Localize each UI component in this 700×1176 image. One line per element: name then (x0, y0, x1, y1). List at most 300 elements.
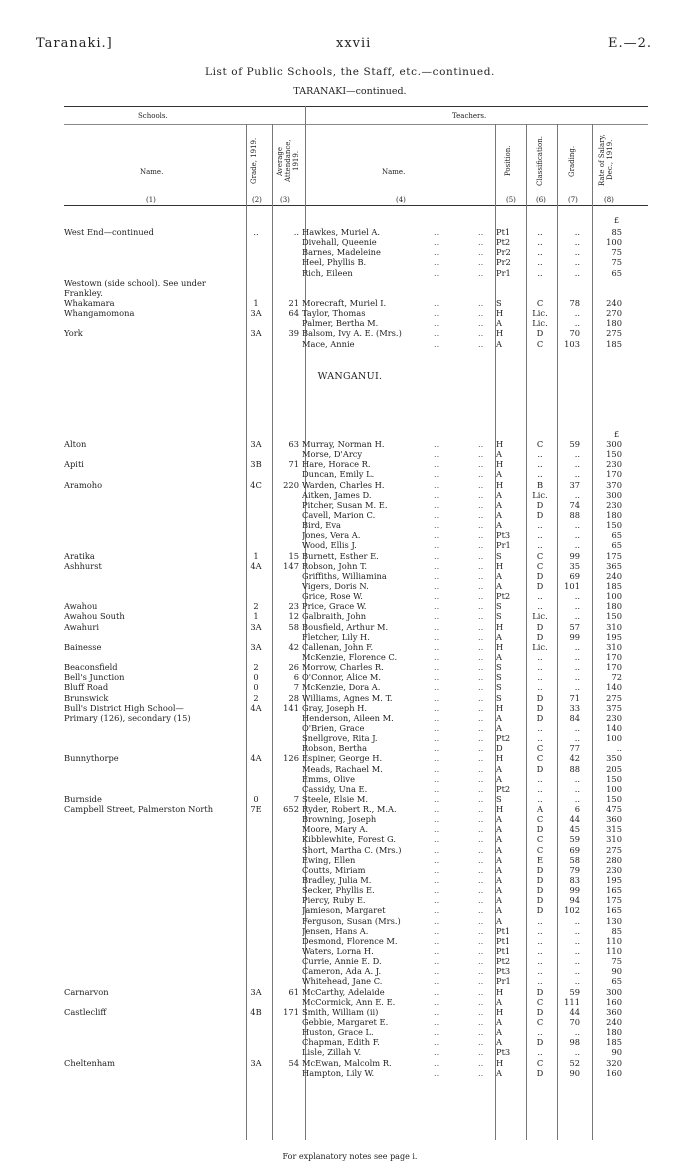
position: Pr1 (496, 267, 511, 278)
table-row (64, 895, 648, 905)
leader-dots: .. (478, 621, 484, 632)
classification: C (536, 1057, 544, 1068)
leader-dots: .. (478, 469, 484, 480)
teacher-name: Balsom, Ivy A. E. (Mrs.) (302, 328, 402, 339)
leader-dots: .. (478, 976, 484, 987)
classification: Lic. (532, 308, 548, 319)
col-num-7: (7) (568, 196, 578, 204)
page-title: List of Public Schools, the Staff, etc.—continued. (205, 66, 495, 78)
leader-dots: .. (478, 935, 484, 946)
teacher-name: Gray, Joseph H. (302, 702, 368, 713)
leader-dots: .. (434, 712, 440, 723)
position: H (496, 479, 504, 490)
grading: .. (574, 672, 580, 683)
leader-dots: .. (434, 338, 440, 349)
grading: .. (574, 956, 580, 967)
salary: 65 (611, 540, 622, 551)
teacher-name: Heel, Phyllis B. (302, 257, 367, 268)
table-row (64, 571, 648, 581)
classification: .. (537, 459, 543, 470)
grade: 7E (250, 804, 262, 815)
table-row (64, 824, 648, 834)
leader-dots: .. (478, 1027, 484, 1038)
teacher-name: O'Brien, Grace (302, 722, 365, 733)
position: A (496, 338, 502, 349)
grading: .. (574, 489, 580, 500)
table-row (64, 622, 648, 632)
school-name: Aramoho (64, 479, 103, 490)
grading: .. (574, 733, 580, 744)
table-row (64, 764, 648, 774)
leader-dots: .. (478, 570, 484, 581)
leader-dots: .. (434, 267, 440, 278)
classification: .. (537, 469, 543, 480)
grading: .. (574, 935, 580, 946)
classification: D (536, 824, 544, 835)
leader-dots: .. (434, 520, 440, 531)
grade: 2 (253, 662, 259, 673)
grading: .. (574, 966, 580, 977)
col-position: Position. (504, 145, 512, 177)
salary: 370 (606, 479, 622, 490)
grade: 4A (250, 702, 262, 713)
table-row (64, 227, 648, 237)
attendance: 126 (283, 753, 299, 764)
salary: .. (616, 743, 622, 754)
leader-dots: .. (434, 1057, 440, 1068)
teacher-name: Gebbie, Margaret E. (302, 1017, 389, 1028)
table-row (64, 298, 648, 308)
leader-dots: .. (478, 591, 484, 602)
classification: .. (537, 733, 543, 744)
position: A (496, 318, 502, 329)
currency-symbol-2: £ (614, 430, 620, 439)
grade: 4A (250, 560, 262, 571)
classification: .. (537, 925, 543, 936)
table-row (64, 247, 648, 257)
position: H (496, 1057, 504, 1068)
position: A (496, 875, 502, 886)
col-grade: Grade, 1919. (250, 137, 258, 185)
table-row (64, 642, 648, 652)
classification: .. (537, 793, 543, 804)
salary: 75 (611, 247, 622, 258)
table-row (64, 591, 648, 601)
table-row (64, 1058, 648, 1068)
classification: .. (537, 915, 543, 926)
leader-dots: .. (478, 895, 484, 906)
salary: 110 (606, 946, 622, 957)
leader-dots: .. (478, 580, 484, 591)
salary: 130 (606, 915, 622, 926)
leader-dots: .. (478, 499, 484, 510)
table-row (64, 682, 648, 692)
leader-dots: .. (434, 804, 440, 815)
table-row (64, 956, 648, 966)
teacher-name: Espiner, George H. (302, 753, 383, 764)
salary: 140 (606, 682, 622, 693)
leader-dots: .. (434, 733, 440, 744)
grading: 57 (569, 621, 580, 632)
col-num-8: (8) (604, 196, 614, 204)
position: H (496, 560, 504, 571)
table-row (64, 652, 648, 662)
position: A (496, 1027, 502, 1038)
table-row (64, 268, 648, 278)
salary: 475 (606, 804, 622, 815)
salary: 350 (606, 753, 622, 764)
leader-dots: .. (478, 996, 484, 1007)
salary: 230 (606, 499, 622, 510)
school-name: Awahou (64, 601, 98, 612)
grading: .. (574, 682, 580, 693)
classification: D (536, 1006, 544, 1017)
group-teachers: Teachers. (452, 112, 487, 120)
leader-dots: .. (478, 509, 484, 520)
position: Pr1 (496, 976, 511, 987)
salary: 100 (606, 237, 622, 248)
leader-dots: .. (478, 885, 484, 896)
grading: .. (574, 601, 580, 612)
leader-dots: .. (434, 550, 440, 561)
teacher-name: Duncan, Emily L. (302, 469, 375, 480)
leader-dots: .. (434, 591, 440, 602)
teacher-name: Piercy, Ruby E. (302, 895, 366, 906)
classification: Lic. (532, 318, 548, 329)
position: Pt1 (496, 227, 511, 237)
attendance: 652 (283, 804, 299, 815)
teacher-name: McEwan, Malcolm R. (302, 1057, 392, 1068)
grading: .. (574, 257, 580, 268)
table-row (64, 814, 648, 824)
leader-dots: .. (478, 662, 484, 673)
classification: .. (537, 247, 543, 258)
teacher-name: Moore, Mary A. (302, 824, 368, 835)
grading: 69 (569, 570, 580, 581)
position: A (496, 509, 502, 520)
teacher-name: Fletcher, Lily H. (302, 631, 370, 642)
teacher-name: Robson, John T. (302, 560, 368, 571)
salary: 320 (606, 1057, 622, 1068)
classification: D (536, 580, 544, 591)
classification: D (536, 905, 544, 916)
teacher-name: Coutts, Miriam (302, 864, 366, 875)
table-row (64, 339, 648, 349)
leader-dots: .. (478, 651, 484, 662)
leader-dots: .. (434, 783, 440, 794)
position: A (496, 895, 502, 906)
classification: .. (537, 601, 543, 612)
table-row (64, 449, 648, 459)
leader-dots: .. (478, 814, 484, 825)
salary: 300 (606, 489, 622, 500)
grading: 98 (569, 1037, 580, 1048)
position: A (496, 854, 502, 865)
school-name: Ashhurst (64, 560, 102, 571)
teacher-name: Lisle, Zillah V. (302, 1047, 362, 1058)
classification: C (536, 743, 544, 754)
leader-dots: .. (478, 449, 484, 460)
teacher-name: Whitehead, Jane C. (302, 976, 383, 987)
salary: 65 (611, 267, 622, 278)
leader-dots: .. (478, 692, 484, 703)
table-row (64, 905, 648, 915)
table-row (64, 885, 648, 895)
leader-dots: .. (434, 793, 440, 804)
salary: 375 (606, 702, 622, 713)
school-name: Castlecliff (64, 1006, 107, 1017)
salary: 280 (606, 854, 622, 865)
school-name: Bainesse (64, 641, 102, 652)
table-row (64, 551, 648, 561)
grading: .. (574, 773, 580, 784)
table-row (64, 1017, 648, 1027)
position: A (496, 824, 502, 835)
grading: 44 (569, 1006, 580, 1017)
table-row (64, 520, 648, 530)
table-row (64, 237, 648, 247)
teacher-name: Hampton, Lily W. (302, 1067, 375, 1078)
leader-dots: .. (478, 763, 484, 774)
salary: 175 (606, 895, 622, 906)
salary: 150 (606, 449, 622, 460)
leader-dots: .. (478, 1037, 484, 1048)
attendance: 63 (288, 439, 299, 449)
position: A (496, 773, 502, 784)
leader-dots: .. (478, 986, 484, 997)
position: H (496, 439, 504, 449)
leader-dots: .. (434, 1047, 440, 1058)
classification: .. (537, 227, 543, 237)
classification: .. (537, 722, 543, 733)
teacher-name: Desmond, Florence M. (302, 935, 398, 946)
table-row (64, 926, 648, 936)
classification: .. (537, 682, 543, 693)
grading: 102 (564, 905, 580, 916)
position: A (496, 499, 502, 510)
leader-dots: .. (434, 459, 440, 470)
grade: 3A (250, 328, 262, 339)
grade: 0 (253, 793, 259, 804)
classification: Lic. (532, 641, 548, 652)
leader-dots: .. (434, 976, 440, 987)
table-row (64, 794, 648, 804)
classification: D (536, 895, 544, 906)
col-num-2: (2) (252, 196, 262, 204)
grading: 99 (569, 550, 580, 561)
leader-dots: .. (434, 641, 440, 652)
classification: .. (537, 520, 543, 531)
table-row (64, 1027, 648, 1037)
leader-dots: .. (478, 712, 484, 723)
leader-dots: .. (434, 824, 440, 835)
grade: 3B (250, 459, 262, 470)
position: A (496, 763, 502, 774)
teacher-name: Meads, Rachael M. (302, 763, 383, 774)
salary: 100 (606, 783, 622, 794)
table-row (64, 601, 648, 611)
salary: 230 (606, 459, 622, 470)
classification: C (536, 1017, 544, 1028)
position: A (496, 996, 502, 1007)
school-name: Apiti (64, 459, 84, 470)
position: H (496, 621, 504, 632)
table-row (64, 288, 648, 298)
table-row (64, 855, 648, 865)
attendance: 64 (288, 308, 299, 319)
classification: D (536, 631, 544, 642)
school-name: Frankley. (64, 287, 103, 298)
taranaki-table (64, 227, 648, 349)
grading: 79 (569, 864, 580, 875)
attendance: 6 (293, 672, 299, 683)
leader-dots: .. (434, 844, 440, 855)
classification: C (536, 814, 544, 825)
school-name: Primary (126), secondary (15) (64, 712, 191, 723)
classification: D (536, 692, 544, 703)
table-row (64, 328, 648, 338)
col-classification: Classification. (536, 136, 544, 186)
classification: D (536, 1037, 544, 1048)
attendance: .. (293, 227, 299, 237)
school-name: Bell's Junction (64, 672, 125, 683)
grading: 6 (574, 804, 580, 815)
leader-dots: .. (478, 875, 484, 886)
leader-dots: .. (478, 854, 484, 865)
school-name: York (64, 328, 83, 339)
leader-dots: .. (478, 611, 484, 622)
teacher-name: Murray, Norman H. (302, 439, 385, 449)
classification: .. (537, 946, 543, 957)
leader-dots: .. (478, 1057, 484, 1068)
grading: .. (574, 783, 580, 794)
leader-dots: .. (434, 672, 440, 683)
leader-dots: .. (434, 966, 440, 977)
position: A (496, 844, 502, 855)
grading: .. (574, 540, 580, 551)
attendance: 15 (288, 550, 299, 561)
table-row (64, 308, 648, 318)
salary: 240 (606, 1017, 622, 1028)
teacher-name: Hare, Horace R. (302, 459, 371, 470)
header-left: Taranaki.] (36, 36, 113, 51)
school-name: Whakamara (64, 297, 115, 308)
classification: .. (537, 530, 543, 541)
position: S (496, 672, 502, 683)
salary: 180 (606, 509, 622, 520)
teacher-name: McKenzie, Florence C. (302, 651, 398, 662)
classification: .. (537, 540, 543, 551)
table-row (64, 753, 648, 763)
position: A (496, 570, 502, 581)
leader-dots: .. (478, 297, 484, 308)
salary: 310 (606, 834, 622, 845)
school-name: Awahuri (64, 621, 99, 632)
position: A (496, 1017, 502, 1028)
salary: 240 (606, 297, 622, 308)
teacher-name: McCormick, Ann E. E. (302, 996, 396, 1007)
grading: 94 (569, 895, 580, 906)
grading: 101 (564, 580, 580, 591)
classification: C (536, 753, 544, 764)
table-row (64, 1047, 648, 1057)
classification: D (536, 509, 544, 520)
grading: .. (574, 662, 580, 673)
teacher-name: Bousfield, Arthur M. (302, 621, 389, 632)
position: A (496, 712, 502, 723)
salary: 85 (611, 925, 622, 936)
leader-dots: .. (478, 520, 484, 531)
leader-dots: .. (434, 854, 440, 865)
leader-dots: .. (478, 824, 484, 835)
position: A (496, 864, 502, 875)
leader-dots: .. (478, 328, 484, 339)
classification: .. (537, 783, 543, 794)
col-grading: Grading. (568, 145, 576, 177)
leader-dots: .. (478, 257, 484, 268)
salary: 72 (611, 672, 622, 683)
salary: 170 (606, 662, 622, 673)
grading: 59 (569, 986, 580, 997)
salary: 195 (606, 631, 622, 642)
salary: 230 (606, 712, 622, 723)
position: Pt2 (496, 783, 511, 794)
teacher-name: Grice, Rose W. (302, 591, 363, 602)
district-heading-wanganui: WANGANUI. (317, 371, 383, 382)
leader-dots: .. (478, 1067, 484, 1078)
teacher-name: Browning, Joseph (302, 814, 377, 825)
table-row (64, 1007, 648, 1017)
school-name: Burnside (64, 793, 102, 804)
salary: 160 (606, 996, 622, 1007)
salary: 275 (606, 692, 622, 703)
table-row (64, 540, 648, 550)
leader-dots: .. (434, 328, 440, 339)
grading: 99 (569, 631, 580, 642)
teacher-name: Callenan, John F. (302, 641, 374, 652)
teacher-name: Ryder, Robert R., M.A. (302, 804, 397, 815)
position: H (496, 986, 504, 997)
leader-dots: .. (478, 966, 484, 977)
grading: .. (574, 925, 580, 936)
teacher-name: Pitcher, Susan M. E. (302, 499, 388, 510)
leader-dots: .. (434, 318, 440, 329)
leader-dots: .. (434, 530, 440, 541)
table-row (64, 611, 648, 621)
school-name: Bluff Road (64, 682, 109, 693)
rule-under-nums (64, 205, 648, 206)
salary: 100 (606, 591, 622, 602)
grading: .. (574, 641, 580, 652)
leader-dots: .. (434, 297, 440, 308)
classification: .. (537, 237, 543, 248)
table-row (64, 784, 648, 794)
attendance: 21 (288, 297, 299, 308)
col-school-name: Name. (140, 168, 164, 176)
classification: .. (537, 956, 543, 967)
position: A (496, 834, 502, 845)
grading: 59 (569, 439, 580, 449)
leader-dots: .. (434, 611, 440, 622)
grade: 3A (250, 641, 262, 652)
table-row (64, 743, 648, 753)
school-name: West End—continued (64, 227, 154, 237)
salary: 315 (606, 824, 622, 835)
leader-dots: .. (434, 499, 440, 510)
classification: A (537, 804, 543, 815)
teacher-name: Short, Martha C. (Mrs.) (302, 844, 402, 855)
table-row (64, 693, 648, 703)
